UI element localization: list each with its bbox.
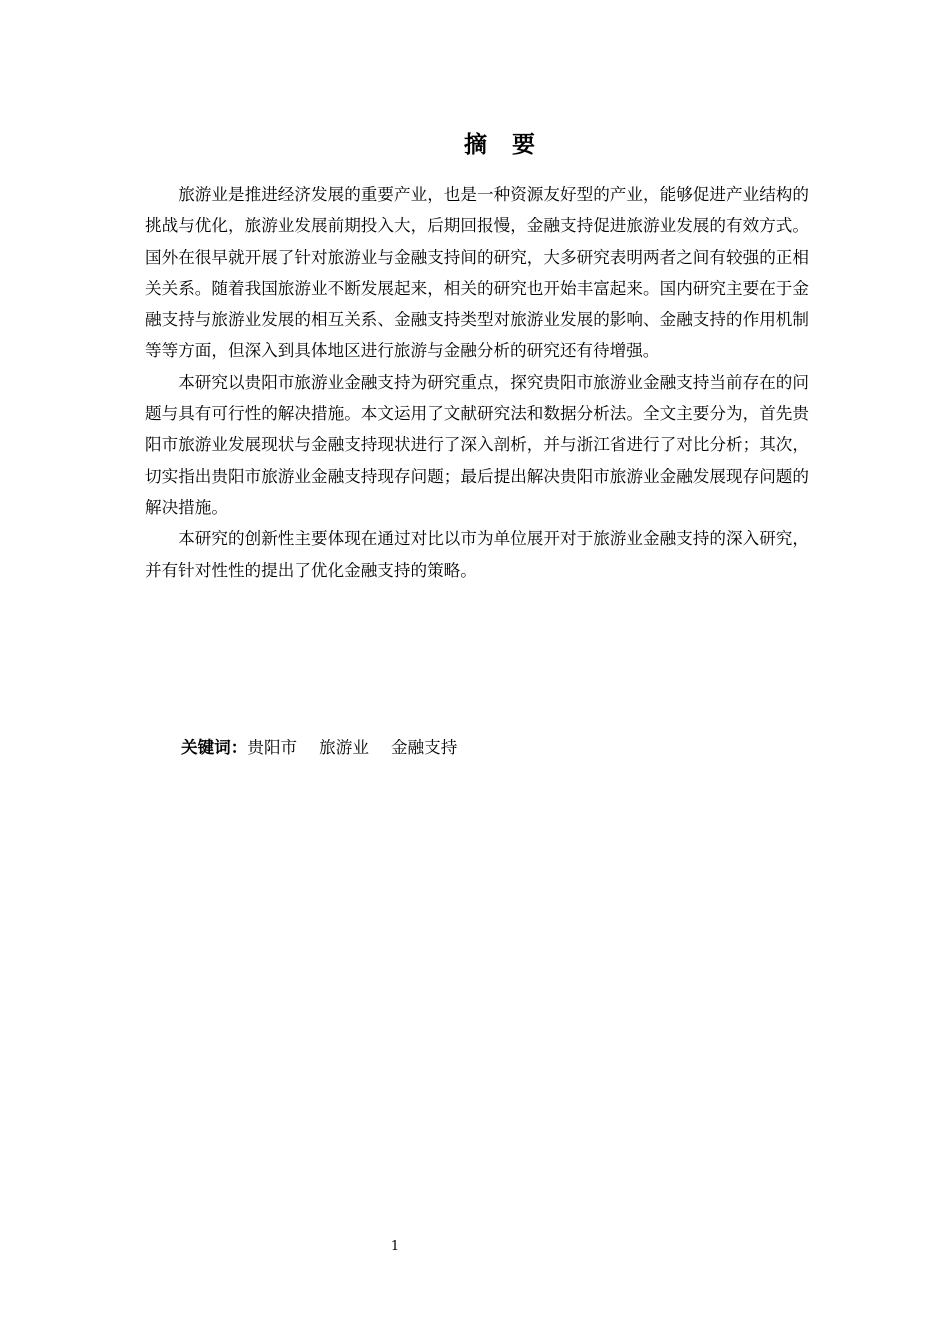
keyword-1: 贵阳市 (247, 738, 298, 757)
abstract-paragraph-2: 本研究以贵阳市旅游业金融支持为研究重点，探究贵阳市旅游业金融支持当前存在的问题与具有可行性的解决措施。本文运用了文献研究法和数据分析法。全文主要分为，首先贵阳市旅游业发展现状与金融支持现状进行了深入剖析，并与浙江省进行了对比分析；其次，切实指出贵阳市旅游业金融支持现存问题；最后提出解决贵阳市旅游业金融发展现存问题的解决措施。 (145, 372, 809, 517)
keywords-line (181, 733, 479, 762)
abstract-title-part-2: 要 (512, 131, 536, 158)
abstract-paragraph-3: 本研究的创新性主要体现在通过对比以市为单位展开对于旅游业金融支持的深入研究，并有针对性性的提出了优化金融支持的策略。 (145, 529, 809, 580)
abstract-title-part-1: 摘 (464, 131, 488, 158)
keyword-3: 金融支持 (390, 738, 458, 757)
page-number: 1 (390, 1239, 400, 1254)
abstract-body (145, 179, 809, 586)
keyword-2: 旅游业 (319, 738, 369, 757)
keywords-label: 关键词： (181, 737, 248, 757)
abstract-paragraph-1: 旅游业是推进经济发展的重要产业，也是一种资源友好型的产业，能够促进产业结构的挑战与优化，旅游业发展前期投入大，后期回报慢，金融支持促进旅游业发展的有效方式。国外在很早就开展了针对旅游业与金融支持间的研究，大多研究表明两者之间有较强的正相关关系。随着我国旅游业不断发展起来，相关的研究也开始丰富起来。国内研究主要在于金融支持与旅游业发展的相互关系、金融支持类型对旅游业发展的影响、金融支持的作用机制等等方面，但深入到具体地区进行旅游与金融分析的研究还有待增强。 (145, 185, 809, 361)
abstract-title (0, 126, 950, 159)
